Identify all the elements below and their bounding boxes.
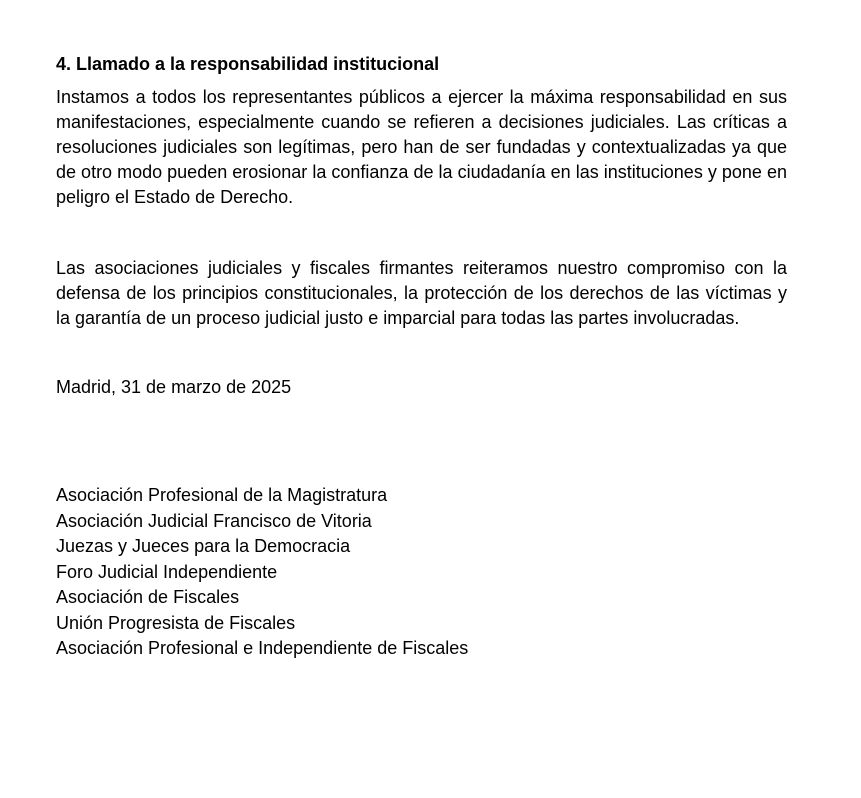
signatory-item: Asociación de Fiscales [56,587,240,607]
signatory-item: Asociación Profesional e Independiente de Fiscales [56,638,469,658]
date-line: Madrid, 31 de marzo de 2025 [56,377,292,397]
closing-paragraph: Las asociaciones judiciales y fiscales firmantes reiteramos nuestro compromiso con la defensa de los principios constitucionales, la protección de los derechos de las víctimas y la garantía de un proceso judicial justo e imparcial para todas las partes involucradas. [56,258,787,328]
signatory-item: Asociación Judicial Francisco de Vitoria [56,510,372,531]
signatory-item: Unión Progresista de Fiscales [56,612,296,633]
signatory-item: Asociación Profesional de la Magistratura [56,485,388,505]
signatories-list [56,483,787,662]
signatory-item: Juezas y Jueces para la Democracia [56,536,351,556]
document-page [56,52,787,662]
signatory-item: Foro Judicial Independiente [56,561,278,582]
section-paragraph: Instamos a todos los representantes públicos a ejercer la máxima responsabilidad en sus manifestaciones, especialmente cuando se refieren a decisiones judiciales. Las críticas a resoluciones judiciales son legítimas, pero han de ser fundadas y contextualizadas ya que de otro modo pueden erosionar la confianza de la ciudadanía en las instituciones y pone en peligro el Estado de Derecho. [56,87,787,207]
section-heading: 4. Llamado a la responsabilidad institucional [56,54,440,74]
